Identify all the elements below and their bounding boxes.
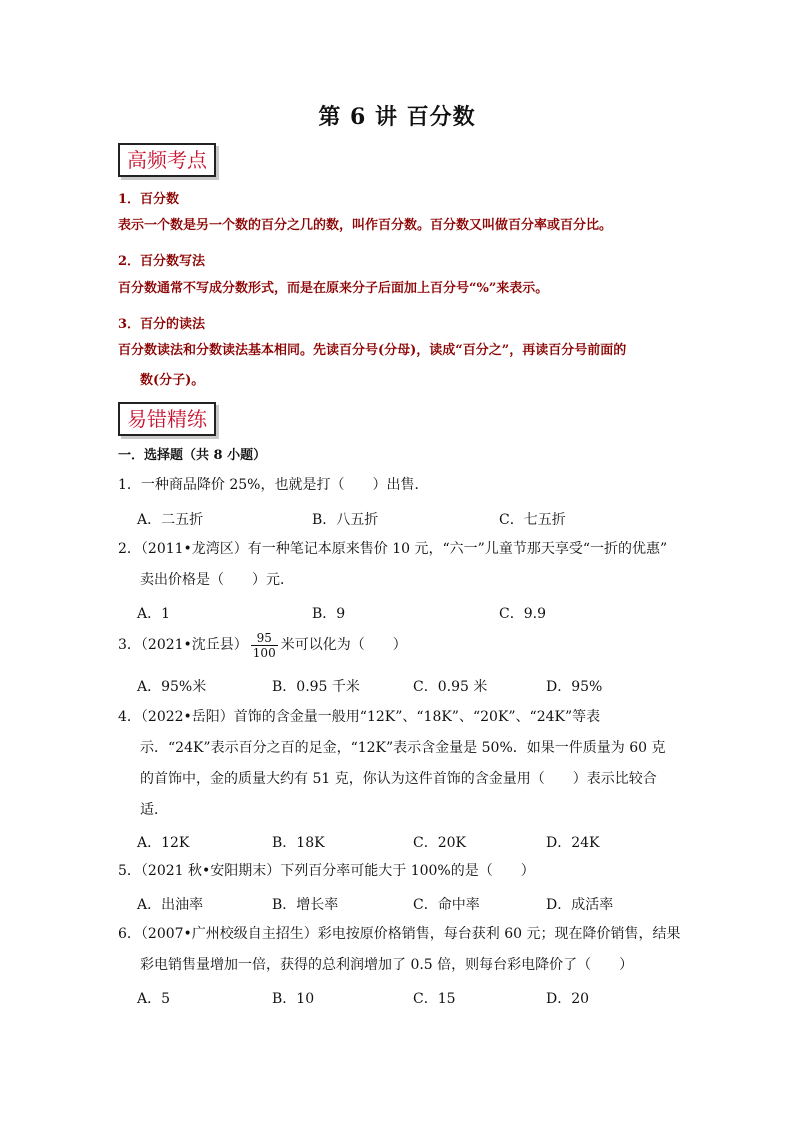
question-2-line1: 2．（2011•龙湾区）有一种笔记本原来售价 10 元，“六一”儿童节那天享受“一折的优惠” [118, 541, 668, 557]
question-2-option-a[interactable]: A．1 [137, 606, 171, 622]
question-1-option-c[interactable]: C．七五折 [499, 512, 566, 528]
question-6 [118, 919, 683, 981]
question-4-line1: 4．（2022•岳阳）首饰的含金量一般用“12K”、“18K”、“20K”、“24K”等表 [118, 709, 601, 725]
knowledge-text-3-line1: 百分数读法和分数读法基本相同。先读百分号(分母)，读成“百分之”，再读百分号前面的 [118, 343, 627, 358]
question-3-prefix: 3．（2021•沈丘县） [118, 637, 248, 653]
question-2 [118, 534, 683, 596]
question-1-text: 1．一种商品降价 25%，也就是打（ ）出售． [118, 477, 429, 493]
high-frequency-tag: 高频考点 [118, 143, 216, 177]
question-3-option-b[interactable]: B．0.95 千米 [272, 679, 360, 695]
knowledge-text-3 [118, 336, 683, 396]
knowledge-text-3-line2: 数(分子)。 [140, 373, 205, 388]
question-6-option-d[interactable]: D．20 [546, 991, 590, 1007]
question-3-fraction [251, 631, 278, 660]
question-3 [118, 630, 683, 661]
question-6-line2: 彩电销售量增加一倍，获得的总利润增加了 0.5 倍，则每台彩电降价了（ ） [140, 957, 634, 973]
question-4 [118, 702, 683, 826]
knowledge-text-1: 表示一个数是另一个数的百分之几的数，叫作百分数。百分数又叫做百分率或百分比。 [118, 218, 613, 233]
question-5-option-a[interactable]: A．出油率 [137, 897, 204, 913]
question-5 [118, 856, 683, 887]
question-2-line2: 卖出价格是（ ）元． [140, 572, 294, 588]
question-4-option-d[interactable]: D．24K [546, 835, 600, 851]
question-1-option-b[interactable]: B．八五折 [312, 512, 379, 528]
question-3-suffix: 米可以化为（ ） [280, 637, 407, 653]
question-4-line3: 的首饰中，金的质量大约有 51 克，你认为这件首饰的含金量用（ ）表示比较合 [140, 771, 657, 787]
error-practice-tag: 易错精练 [118, 402, 216, 436]
question-4-option-c[interactable]: C．20K [413, 835, 466, 851]
question-1 [118, 470, 683, 501]
question-6-option-b[interactable]: B．10 [272, 991, 315, 1007]
question-2-option-c[interactable]: C．9.9 [499, 606, 546, 622]
question-4-option-a[interactable]: A．12K [137, 835, 190, 851]
page-title: 第 6 讲 百分数 [318, 104, 476, 130]
question-5-text: 5．（2021 秋•安阳期末）下列百分率可能大于 100%的是（ ） [118, 863, 535, 879]
section-title: 一．选择题（共 8 小题） [118, 448, 267, 463]
question-3-option-d[interactable]: D．95% [546, 679, 603, 695]
question-5-option-c[interactable]: C．命中率 [413, 897, 480, 913]
question-6-option-c[interactable]: C．15 [413, 991, 456, 1007]
question-5-option-d[interactable]: D．成活率 [546, 897, 614, 913]
question-3-option-c[interactable]: C．0.95 米 [413, 679, 488, 695]
knowledge-heading-2: 2．百分数写法 [118, 254, 206, 269]
question-3-option-a[interactable]: A．95%米 [137, 679, 207, 695]
question-4-option-b[interactable]: B．18K [272, 835, 325, 851]
fraction-numerator: 95 [251, 631, 278, 646]
question-6-line1: 6．（2007•广州校级自主招生）彩电按原价格销售，每台获利 60 元；现在降价销售，结果 [118, 926, 681, 942]
question-6-option-a[interactable]: A．5 [137, 991, 171, 1007]
knowledge-text-2: 百分数通常不写成分数形式，而是在原来分子后面加上百分号“%”来表示。 [118, 281, 549, 296]
knowledge-heading-3: 3．百分的读法 [118, 317, 206, 332]
question-4-line4: 适． [140, 802, 168, 818]
question-1-option-a[interactable]: A．二五折 [137, 512, 204, 528]
question-4-line2: 示．“24K”表示百分之百的足金，“12K”表示含金量是 50%．如果一件质量为 60 克 [140, 740, 666, 756]
fraction-denominator: 100 [252, 645, 276, 660]
question-5-option-b[interactable]: B．增长率 [272, 897, 339, 913]
question-2-option-b[interactable]: B．9 [312, 606, 346, 622]
knowledge-heading-1: 1．百分数 [118, 192, 180, 207]
